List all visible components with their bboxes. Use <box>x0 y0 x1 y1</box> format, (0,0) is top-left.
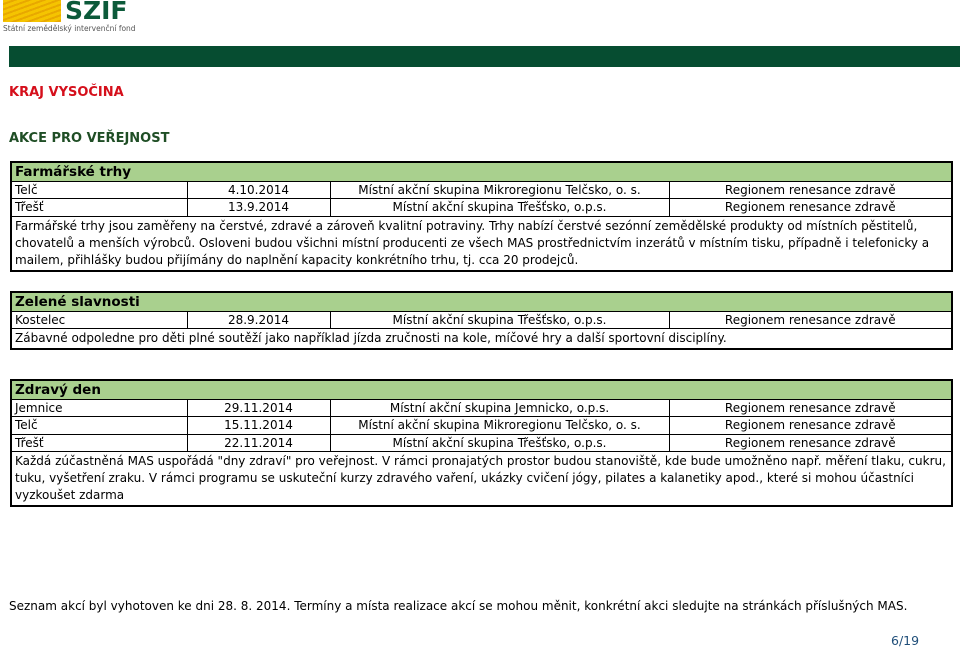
table-row <box>11 417 952 435</box>
table-row <box>11 199 952 217</box>
cell-place: Telč <box>11 181 187 199</box>
region-heading: KRAJ VYSOČINA <box>9 85 124 100</box>
cell-project: Regionem renesance zdravě <box>669 199 952 217</box>
table-row <box>11 399 952 417</box>
cell-project: Regionem renesance zdravě <box>669 434 952 452</box>
cell-organizer: Místní akční skupina Jemnicko, o.p.s. <box>330 399 669 417</box>
event-title: Farmářské trhy <box>11 162 952 181</box>
cell-place: Třešť <box>11 434 187 452</box>
table-row <box>11 311 952 329</box>
event-table <box>10 161 953 272</box>
cell-date: 28.9.2014 <box>187 311 330 329</box>
header-bar <box>9 46 960 67</box>
szif-logo <box>3 0 136 34</box>
cell-date: 4.10.2014 <box>187 181 330 199</box>
section-heading: AKCE PRO VEŘEJNOST <box>9 131 170 146</box>
event-description: Každá zúčastněná MAS uspořádá "dny zdraví" pro veřejnost. V rámci pronajatých prostor budou stanoviště, kde bude umožněno např. měření tlaku, cukru, tuku, vyšetření zraku. V rámci programu se uskuteční kurzy zdravého vaření, ukázky cvičení jógy, pilates a kalanetiky apod., které si mohou účastníci vyzkoušet zdarma <box>11 452 952 507</box>
cell-organizer: Místní akční skupina Třešťsko, o.p.s. <box>330 311 669 329</box>
page-number: 6/19 <box>891 633 920 648</box>
cell-project: Regionem renesance zdravě <box>669 399 952 417</box>
cell-organizer: Místní akční skupina Mikroregionu Telčsko, o. s. <box>330 181 669 199</box>
cell-project: Regionem renesance zdravě <box>669 311 952 329</box>
cell-organizer: Místní akční skupina Třešťsko, o.p.s. <box>330 199 669 217</box>
event-title: Zdravý den <box>11 380 952 399</box>
event-table <box>10 291 953 350</box>
cell-date: 29.11.2014 <box>187 399 330 417</box>
cell-organizer: Místní akční skupina Třešťsko, o.p.s. <box>330 434 669 452</box>
event-description: Zábavné odpoledne pro děti plné soutěží jako například jízda zručnosti na kole, míčové hry a další sportovní disciplíny. <box>11 329 952 350</box>
cell-organizer: Místní akční skupina Mikroregionu Telčsko, o. s. <box>330 417 669 435</box>
cell-project: Regionem renesance zdravě <box>669 417 952 435</box>
cell-project: Regionem renesance zdravě <box>669 181 952 199</box>
event-title: Zelené slavnosti <box>11 292 952 311</box>
cell-place: Telč <box>11 417 187 435</box>
logo-name: SZIF <box>65 0 128 25</box>
cell-place: Třešť <box>11 199 187 217</box>
cell-date: 13.9.2014 <box>187 199 330 217</box>
cell-place: Jemnice <box>11 399 187 417</box>
logo-emblem <box>3 0 61 22</box>
table-row <box>11 434 952 452</box>
cell-date: 15.11.2014 <box>187 417 330 435</box>
event-table <box>10 379 953 507</box>
cell-place: Kostelec <box>11 311 187 329</box>
cell-date: 22.11.2014 <box>187 434 330 452</box>
event-description: Farmářské trhy jsou zaměřeny na čerstvé, zdravé a zároveň kvalitní potraviny. Trhy nabízí čerstvé sezónní zemědělské produkty od místních pěstitelů, chovatelů a menších výrobců. Osloveni budou všichni místní producenti ze všech MAS prostřednictvím inzerátů v místním tisku, případně i telefonicky a mailem, přihlášky budou přijímány do naplnění kapacity konkrétního trhu, tj. cca 20 prodejců. <box>11 216 952 271</box>
logo-subtitle: Státní zemědělský intervenční fond <box>3 24 136 33</box>
footer-note: Seznam akcí byl vyhotoven ke dni 28. 8. 2014. Termíny a místa realizace akcí se mohou měnit, konkrétní akci sledujte na stránkách příslušných MAS. <box>9 599 908 613</box>
table-row <box>11 181 952 199</box>
